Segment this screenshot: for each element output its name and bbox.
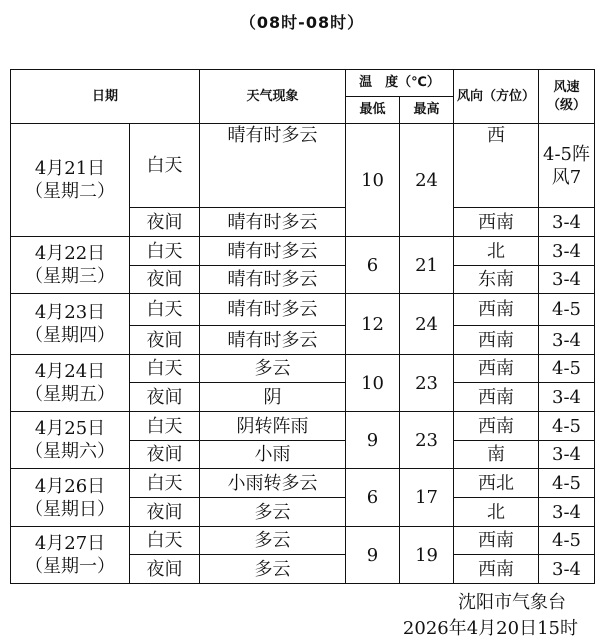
period-cell: 夜间 (130, 266, 200, 294)
header-date: 日期 (11, 70, 200, 124)
wind-speed-cell: 3-4 (539, 266, 595, 294)
period-cell: 白天 (130, 294, 200, 326)
wind-direction-cell: 西南 (454, 355, 539, 383)
period-cell: 白天 (130, 237, 200, 266)
temp-max-cell: 24 (400, 124, 454, 237)
weather-cell: 晴有时多云 (200, 294, 346, 326)
wind-direction-cell: 南 (454, 441, 539, 469)
weather-cell: 晴有时多云 (200, 326, 346, 355)
weather-cell: 多云 (200, 555, 346, 584)
wind-direction-cell: 西南 (454, 555, 539, 584)
period-cell: 白天 (130, 527, 200, 555)
weather-cell: 阴 (200, 383, 346, 412)
header-weather: 天气现象 (200, 70, 346, 124)
wind-direction-cell: 东南 (454, 266, 539, 294)
date-cell (11, 355, 130, 412)
temp-min-cell: 10 (346, 355, 400, 412)
date-cell (11, 469, 130, 527)
temp-max-cell: 23 (400, 355, 454, 412)
wind-speed-cell: 3-4 (539, 326, 595, 355)
temp-min-cell: 9 (346, 412, 400, 469)
weather-cell: 晴有时多云 (200, 266, 346, 294)
issuer-label: 沈阳市气象台 (458, 592, 566, 613)
weather-cell: 晴有时多云 (200, 237, 346, 266)
wind-speed-cell: 4-5 (539, 527, 595, 555)
period-cell: 夜间 (130, 498, 200, 527)
date-label: 4月25日 (34, 418, 106, 439)
temp-min-cell: 9 (346, 527, 400, 584)
wind-speed-cell: 4-5 (539, 294, 595, 326)
weekday-label: （星期六） (25, 441, 115, 462)
weather-cell: 小雨转多云 (200, 469, 346, 498)
weekday-label: （星期三） (25, 266, 115, 287)
wind-speed-cell: 4-5阵风7 (539, 124, 595, 208)
header-temp-min: 最低 (346, 97, 400, 124)
temp-min-cell: 10 (346, 124, 400, 237)
weather-cell: 小雨 (200, 441, 346, 469)
wind-speed-cell: 3-4 (539, 441, 595, 469)
table-row (11, 469, 595, 498)
weather-cell: 多云 (200, 355, 346, 383)
date-label: 4月26日 (34, 475, 106, 497)
temp-max-cell: 24 (400, 294, 454, 355)
temp-max-cell: 21 (400, 237, 454, 294)
wind-direction-cell: 北 (454, 498, 539, 527)
wind-speed-cell: 3-4 (539, 555, 595, 584)
date-cell (11, 412, 130, 469)
weekday-label: （星期一） (25, 556, 115, 577)
wind-direction-cell: 西南 (454, 412, 539, 441)
weather-cell: 阴转阵雨 (200, 412, 346, 441)
date-cell (11, 294, 130, 355)
period-cell: 白天 (130, 355, 200, 383)
wind-direction-cell: 西南 (454, 383, 539, 412)
temp-max-cell: 23 (400, 412, 454, 469)
wind-direction-cell: 西南 (454, 326, 539, 355)
weather-cell: 晴有时多云 (200, 124, 346, 208)
date-label: 4月27日 (34, 533, 106, 554)
table-row (11, 124, 595, 208)
weekday-label: （星期五） (25, 384, 115, 405)
weekday-label: （星期四） (25, 325, 115, 346)
wind-direction-cell: 西 (454, 124, 539, 208)
period-cell: 白天 (130, 412, 200, 441)
date-label: 4月23日 (34, 302, 106, 323)
wind-speed-cell: 4-5 (539, 412, 595, 441)
wind-speed-cell: 3-4 (539, 208, 595, 237)
period-cell: 白天 (130, 124, 200, 208)
date-label: 4月21日 (34, 158, 106, 179)
period-cell: 白天 (130, 469, 200, 498)
temp-min-cell: 12 (346, 294, 400, 355)
weekday-label: （星期日） (25, 498, 115, 520)
table-row (11, 237, 595, 266)
date-cell (11, 124, 130, 237)
table-row (11, 412, 595, 441)
header-temperature: 温 度（℃） (346, 70, 454, 97)
wind-speed-cell: 4-5 (539, 469, 595, 498)
weekday-label: （星期二） (25, 181, 115, 202)
period-cell: 夜间 (130, 326, 200, 355)
period-cell: 夜间 (130, 441, 200, 469)
date-cell (11, 527, 130, 584)
header-temp-max: 最高 (400, 97, 454, 124)
weather-cell: 多云 (200, 498, 346, 527)
date-label: 4月24日 (34, 361, 106, 382)
date-label: 4月22日 (34, 243, 106, 264)
temp-max-cell: 17 (400, 469, 454, 527)
temp-min-cell: 6 (346, 237, 400, 294)
period-cell: 夜间 (130, 208, 200, 237)
wind-speed-cell: 3-4 (539, 498, 595, 527)
wind-speed-cell: 3-4 (539, 237, 595, 266)
temp-max-cell: 19 (400, 527, 454, 584)
period-cell: 夜间 (130, 383, 200, 412)
wind-direction-cell: 西北 (454, 469, 539, 498)
date-cell (11, 237, 130, 294)
table-row (11, 527, 595, 555)
wind-direction-cell: 西南 (454, 208, 539, 237)
wind-speed-cell: 4-5 (539, 355, 595, 383)
forecast-subtitle: （08时-08时） (239, 13, 365, 32)
wind-speed-cell: 3-4 (539, 383, 595, 412)
wind-direction-cell: 西南 (454, 294, 539, 326)
weather-cell: 多云 (200, 527, 346, 555)
table-row (11, 294, 595, 326)
weather-cell: 晴有时多云 (200, 208, 346, 237)
header-wind-speed: 风速（级） (539, 70, 595, 124)
temp-min-cell: 6 (346, 469, 400, 527)
wind-direction-cell: 北 (454, 237, 539, 266)
table-row (11, 355, 595, 383)
period-cell: 夜间 (130, 555, 200, 584)
wind-direction-cell: 西南 (454, 527, 539, 555)
issued-time: 2026年4月20日15时 (402, 618, 578, 639)
header-wind-direction: 风向（方位） (454, 70, 539, 124)
forecast-table (10, 69, 595, 584)
